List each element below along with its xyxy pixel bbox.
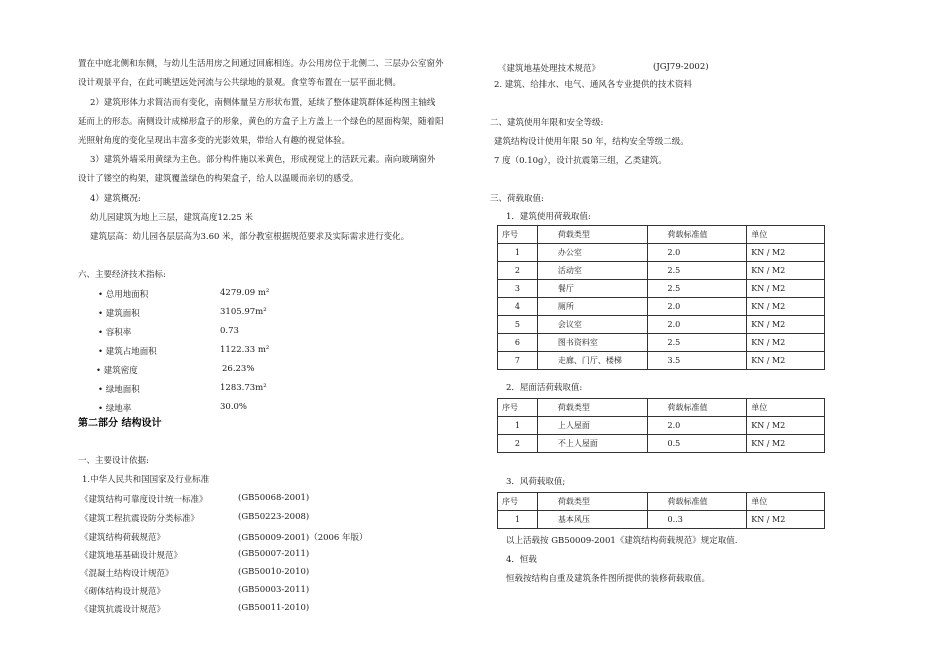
table-cell: KN / M2 <box>747 334 825 352</box>
table-cell: KN / M2 <box>747 244 825 262</box>
table-cell: 3.5 <box>647 352 747 370</box>
table-cell: 2.5 <box>647 280 747 298</box>
standard-name: 《建筑工程抗震设防分类标准》 <box>80 514 200 524</box>
paragraph-line: 4）建筑概况: <box>90 194 141 204</box>
table-cell: KN / M2 <box>747 511 825 529</box>
table-header-row <box>498 399 825 417</box>
table-cell: KN / M2 <box>747 298 825 316</box>
standard-code: (JGJ79-2002) <box>653 62 709 72</box>
table-cell: 0..3 <box>647 511 747 529</box>
table-cell: 1 <box>498 417 538 435</box>
paragraph-line: 3）建筑外墙采用黄绿为主色。部分构件施以米黄色，形成视觉上的活跃元素。南向玻璃窗外 <box>90 155 436 165</box>
table-title: 3．风荷载取值; <box>506 477 566 487</box>
paragraph-line: 恒载按结构自重及建筑条件图所提供的装修荷载取值。 <box>506 574 711 584</box>
standard-name: 《建筑结构可靠度设计统一标准》 <box>80 495 208 505</box>
paragraph-line: 光照射角度的变化呈现出丰富多变的光影效果，带给人有趣的视觉体验。 <box>78 136 351 146</box>
usage-load-table <box>497 225 825 370</box>
list-item: 2. 建筑、给排水、电气、通风各专业提供的技术资料 <box>494 80 692 90</box>
table-cell: 上人屋面 <box>537 417 647 435</box>
table-cell: 2.0 <box>647 244 747 262</box>
standard-code: (GB50003-2011) <box>238 585 310 595</box>
section-heading: 二、建筑使用年限和安全等级: <box>490 118 604 128</box>
table-cell: 2.0 <box>647 417 747 435</box>
column-header: 荷载标准值 <box>647 226 747 244</box>
standard-code: (GB50010-2010) <box>238 567 310 577</box>
standard-code: (GB50068-2001) <box>238 493 310 503</box>
table-cell: 会议室 <box>537 316 647 334</box>
table-cell: 基本风压 <box>537 511 647 529</box>
table-row <box>498 417 825 435</box>
table-cell: 4 <box>498 298 538 316</box>
section-heading: 一、主要设计依据: <box>78 456 149 466</box>
paragraph-line: 以上活载按 GB50009-2001《建筑结构荷载规范》规定取值. <box>506 536 738 546</box>
standard-name: 《建筑地基处理技术规范》 <box>498 64 601 74</box>
paragraph-line: 建筑层高：幼儿园各层层高为3.60 米，部分教室根据规范要求及实际需求进行变化。 <box>90 232 410 242</box>
standard-name: 《混凝土结构设计规范》 <box>80 569 174 579</box>
table-row <box>498 352 825 370</box>
table-cell: 0.5 <box>647 435 747 453</box>
table-row <box>498 298 825 316</box>
standard-code: (GB50007-2011) <box>238 549 310 559</box>
indicator-label: • 总用地面积 <box>98 290 149 300</box>
paragraph-line: 设计观景平台，在此可眺望远处河流与公共绿地的景观。食堂等布置在一层平面北侧。 <box>78 78 402 88</box>
indicator-label: • 绿地率 <box>98 404 132 414</box>
table-cell: 走廊、门厅、楼梯 <box>537 352 647 370</box>
table-header-row <box>498 493 825 511</box>
table-cell: 厕所 <box>537 298 647 316</box>
table-cell: KN / M2 <box>747 435 825 453</box>
indicator-value: 4279.09 m² <box>220 288 270 298</box>
list-item: 4．恒载 <box>506 555 537 565</box>
wind-load-table <box>497 492 825 529</box>
table-cell: 6 <box>498 334 538 352</box>
table-cell: KN / M2 <box>747 262 825 280</box>
table-cell: 2 <box>498 262 538 280</box>
part-title: 第二部分 结构设计 <box>78 418 162 429</box>
table-cell: 5 <box>498 316 538 334</box>
table-cell: 图书资料室 <box>537 334 647 352</box>
indicator-value: 26.23% <box>222 364 255 374</box>
section-heading: 三、荷载取值: <box>490 194 544 204</box>
table-header-row <box>498 226 825 244</box>
standard-code: (GB50009-2001)（2006 年版） <box>238 533 368 543</box>
section-heading: 六、主要经济技术指标: <box>78 270 166 280</box>
indicator-value: 1122.33 m² <box>220 345 270 355</box>
indicator-label: • 绿地面积 <box>98 385 140 395</box>
indicator-value: 30.0% <box>220 402 248 412</box>
table-cell: 1 <box>498 244 538 262</box>
table-cell: 办公室 <box>537 244 647 262</box>
table-cell: KN / M2 <box>747 280 825 298</box>
column-header: 单位 <box>747 399 825 417</box>
table-cell: 2.5 <box>647 334 747 352</box>
table-row <box>498 262 825 280</box>
table-cell: 2.0 <box>647 298 747 316</box>
paragraph-line: 2）建筑形体力求简洁而有变化，南侧体量呈方形状布置，延续了整体建筑群体延构图主轴线 <box>90 98 436 108</box>
standard-name: 《建筑抗震设计规范》 <box>80 605 166 615</box>
column-header: 荷载类型 <box>537 493 647 511</box>
table-cell: KN / M2 <box>747 417 825 435</box>
paragraph-line: 设计了镂空的构架，建筑覆盖绿色的构架盒子，给人以温暖而亲切的感受。 <box>78 174 359 184</box>
table-cell: 2 <box>498 435 538 453</box>
table-cell: 餐厅 <box>537 280 647 298</box>
column-header: 序号 <box>498 493 538 511</box>
indicator-label: • 建筑占地面积 <box>98 347 157 357</box>
table-row <box>498 316 825 334</box>
table-cell: 3 <box>498 280 538 298</box>
indicator-value: 3105.97m² <box>220 307 267 317</box>
table-cell: 7 <box>498 352 538 370</box>
paragraph-line: 幼儿园建筑为地上三层，建筑高度12.25 米 <box>90 213 254 223</box>
indicator-label: • 建筑密度 <box>96 366 138 376</box>
table-title: 1．建筑使用荷载取值: <box>506 212 591 222</box>
indicator-label: • 建筑面积 <box>98 309 140 319</box>
standard-name: 《建筑地基基础设计规范》 <box>80 551 183 561</box>
indicator-value: 0.73 <box>220 326 239 336</box>
roof-load-table <box>497 398 825 453</box>
table-cell: KN / M2 <box>747 316 825 334</box>
column-header: 荷载标准值 <box>647 493 747 511</box>
column-header: 单位 <box>747 493 825 511</box>
standard-code: (GB50223-2008) <box>238 512 310 522</box>
table-title: 2．屋面活荷载取值: <box>506 383 583 393</box>
table-cell: 不上人屋面 <box>537 435 647 453</box>
column-header: 序号 <box>498 399 538 417</box>
column-header: 荷载类型 <box>537 399 647 417</box>
table-cell: 2.0 <box>647 316 747 334</box>
standard-name: 《砌体结构设计规范》 <box>80 587 166 597</box>
standard-name: 《建筑结构荷载规范》 <box>80 533 166 543</box>
section-subheading: 1.中华人民共和国国家及行业标准 <box>82 475 210 485</box>
table-row <box>498 280 825 298</box>
column-header: 序号 <box>498 226 538 244</box>
table-row <box>498 244 825 262</box>
paragraph-line: 建筑结构设计使用年限 50 年，结构安全等级二级。 <box>494 137 689 147</box>
table-row <box>498 511 825 529</box>
table-row <box>498 435 825 453</box>
table-cell: KN / M2 <box>747 352 825 370</box>
column-header: 单位 <box>747 226 825 244</box>
column-header: 荷载标准值 <box>647 399 747 417</box>
paragraph-line: 置在中庭北侧和东侧，与幼儿生活用房之间通过回廊相连。办公用房位于北侧二、三层办公室窗外 <box>78 59 444 69</box>
indicator-label: • 容积率 <box>98 328 132 338</box>
paragraph-line: 延而上的形态。南侧设计成梯形盒子的形象，黄色的方盒子上方盖上一个绿色的屋面构架，随着阳 <box>78 117 444 127</box>
table-row <box>498 334 825 352</box>
table-cell: 2.5 <box>647 262 747 280</box>
table-cell: 1 <box>498 511 538 529</box>
column-header: 荷载类型 <box>537 226 647 244</box>
indicator-value: 1283.73m² <box>220 383 267 393</box>
table-cell: 活动室 <box>537 262 647 280</box>
standard-code: (GB50011-2010) <box>238 603 310 613</box>
paragraph-line: 7 度（0.10g），设计抗震第三组，乙类建筑。 <box>494 156 667 166</box>
